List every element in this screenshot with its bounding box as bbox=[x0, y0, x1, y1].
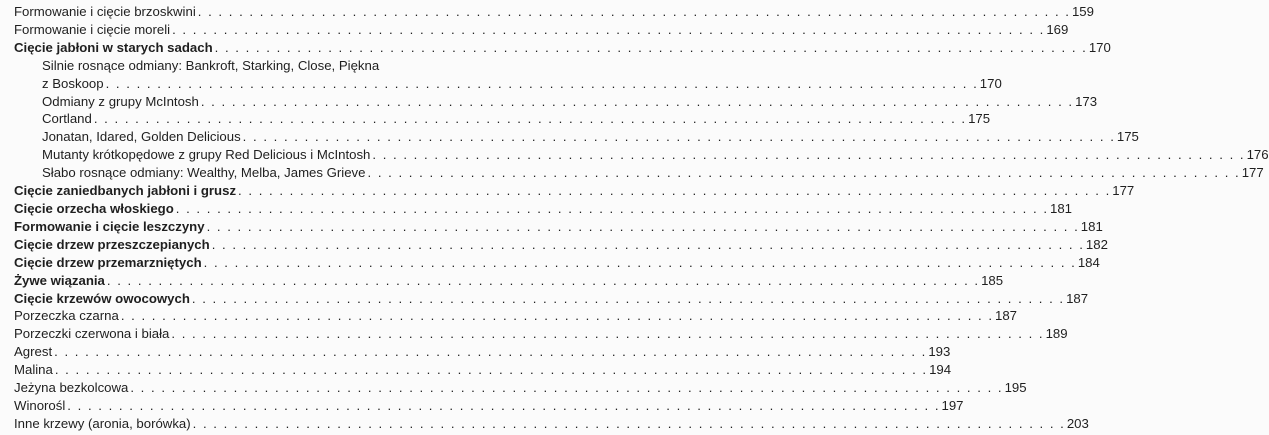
toc-entry-title: Agrest bbox=[14, 344, 53, 360]
toc-entry bbox=[0, 21, 1069, 39]
toc-entry bbox=[0, 182, 1135, 200]
dot-leader bbox=[241, 128, 1114, 146]
toc-entry-title: Słabo rosnące odmiany: Wealthy, Melba, James Grieve bbox=[42, 165, 366, 181]
toc-entry bbox=[0, 343, 951, 361]
toc-entry-title: Cięcie krzewów owocowych bbox=[14, 290, 190, 306]
toc-entry-title: Formowanie i cięcie brzoskwini bbox=[14, 4, 196, 19]
toc-entry bbox=[0, 146, 1269, 164]
toc-entry-page: 187 bbox=[995, 308, 1018, 324]
toc-entry-title: Jeżyna bezkolcowa bbox=[14, 380, 129, 396]
dot-leader bbox=[53, 361, 926, 379]
toc-entry-title: Mutanty krótkopędowe z grupy Red Delicious i McIntosh bbox=[42, 147, 371, 163]
dot-leader bbox=[205, 218, 1078, 236]
dot-leader bbox=[366, 164, 1239, 182]
dot-leader bbox=[210, 236, 1083, 254]
toc-entry-page: 197 bbox=[941, 397, 964, 413]
toc-entry-title: Odmiany z grupy McIntosh bbox=[42, 93, 199, 109]
toc-entry-title: Cięcie orzecha włoskiego bbox=[14, 200, 174, 216]
toc-entry bbox=[0, 361, 952, 379]
dot-leader bbox=[202, 254, 1075, 272]
dot-leader bbox=[119, 307, 992, 325]
toc-entry bbox=[0, 93, 1098, 111]
toc-entry-title: Cortland bbox=[42, 111, 92, 127]
toc-entry bbox=[0, 290, 1089, 308]
toc-entry-page: 195 bbox=[1004, 380, 1027, 396]
toc-entry-page: 193 bbox=[928, 344, 951, 360]
toc-entry bbox=[0, 57, 1002, 93]
toc-entry-title: Winorośl bbox=[14, 397, 66, 413]
toc-entry-page: 159 bbox=[1071, 4, 1094, 19]
toc-entry-page: 181 bbox=[1049, 200, 1072, 216]
toc-entry-title: Malina bbox=[14, 362, 53, 378]
toc-entry-page: 177 bbox=[1112, 183, 1135, 199]
toc-entry-title: Cięcie zaniedbanych jabłoni i grusz bbox=[14, 183, 237, 199]
toc-entry bbox=[0, 128, 1139, 146]
dot-leader bbox=[170, 21, 1043, 39]
toc-entry-page: 194 bbox=[929, 362, 952, 378]
toc-entry-title: Inne krzewy (aronia, borówka) bbox=[14, 415, 191, 431]
dot-leader bbox=[199, 93, 1072, 111]
toc-entry-title: Żywe wiązania bbox=[14, 272, 105, 288]
toc-entry bbox=[0, 39, 1111, 57]
toc-entry-page: 170 bbox=[1088, 39, 1111, 55]
toc-entry bbox=[0, 272, 1004, 290]
toc-entry-page: 182 bbox=[1085, 236, 1108, 252]
toc-entry-page: 203 bbox=[1066, 415, 1089, 431]
toc-entry bbox=[0, 3, 1094, 21]
toc-entry-page: 170 bbox=[979, 75, 1002, 91]
toc-entry-page: 173 bbox=[1075, 93, 1098, 109]
dot-leader bbox=[213, 39, 1086, 57]
dot-leader bbox=[105, 272, 978, 290]
toc-entry-title-line1: Silnie rosnące odmiany: Bankroft, Starking, Close, Piękna bbox=[42, 57, 380, 73]
dot-leader bbox=[104, 75, 977, 93]
dot-leader bbox=[190, 290, 1063, 308]
toc-entry-page: 177 bbox=[1241, 165, 1264, 181]
toc-entry-title: z Boskoop bbox=[42, 75, 104, 91]
toc-entry-page: 187 bbox=[1066, 290, 1089, 306]
toc-entry bbox=[0, 236, 1108, 254]
toc-entry-title: Cięcie drzew przeszczepianych bbox=[14, 236, 210, 252]
toc-entry bbox=[0, 379, 1027, 397]
dot-leader bbox=[196, 3, 1069, 21]
toc-entry-page: 185 bbox=[981, 272, 1004, 288]
toc-entry bbox=[0, 325, 1068, 343]
toc-entry bbox=[0, 218, 1103, 236]
dot-leader bbox=[92, 110, 965, 128]
dot-leader bbox=[52, 343, 925, 361]
dot-leader bbox=[236, 182, 1109, 200]
toc-entry bbox=[0, 164, 1264, 182]
toc-entry-title: Cięcie drzew przemarzniętych bbox=[14, 254, 202, 270]
toc-entry-page: 181 bbox=[1080, 218, 1103, 234]
toc-entry bbox=[0, 397, 964, 415]
dot-leader bbox=[65, 397, 938, 415]
toc-entry-title: Formowanie i cięcie leszczyny bbox=[14, 218, 205, 234]
toc-entry-title: Porzeczki czerwona i biała bbox=[14, 326, 170, 342]
toc-entry bbox=[0, 200, 1072, 218]
dot-leader bbox=[370, 146, 1243, 164]
toc-entry-page: 169 bbox=[1046, 21, 1069, 37]
toc-entry bbox=[0, 110, 991, 128]
toc-entry-title: Jonatan, Idared, Golden Delicious bbox=[42, 129, 241, 145]
toc-entry-page: 175 bbox=[968, 111, 991, 127]
toc-entry-title: Porzeczka czarna bbox=[14, 308, 119, 324]
dot-leader bbox=[174, 200, 1047, 218]
toc-entry-title: Cięcie jabłoni w starych sadach bbox=[14, 39, 213, 55]
dot-leader bbox=[128, 379, 1001, 397]
toc-entry bbox=[0, 307, 1018, 325]
toc-entry bbox=[0, 415, 1089, 433]
toc-entry-page: 176 bbox=[1246, 147, 1269, 163]
toc-entry-page: 175 bbox=[1116, 129, 1139, 145]
toc-entry-title: Formowanie i cięcie moreli bbox=[14, 21, 171, 37]
toc-entry-page: 189 bbox=[1045, 326, 1068, 342]
toc-entry bbox=[0, 254, 1100, 272]
dot-leader bbox=[191, 415, 1064, 433]
dot-leader bbox=[169, 325, 1042, 343]
toc-entry-page: 184 bbox=[1077, 254, 1100, 270]
